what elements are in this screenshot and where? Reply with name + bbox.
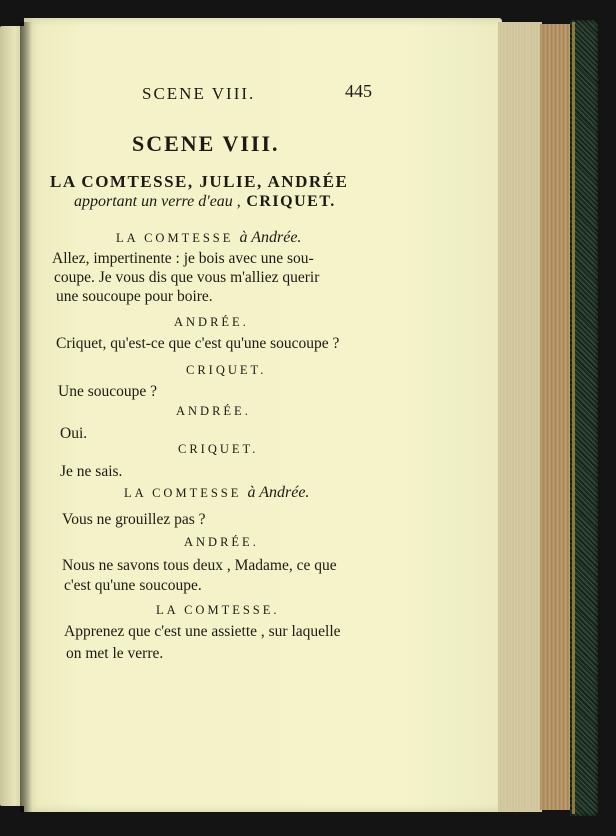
page-block [498,22,542,812]
speaker-label [124,484,309,502]
dialogue-line: une soucoupe pour boire. [56,288,213,305]
running-head: SCENE VIII. [142,84,256,103]
speaker-label: LA COMTESSE. [156,603,280,617]
page-edges [540,24,572,810]
dialogue-line: coupe. Je vous dis que vous m'alliez querir [54,269,320,286]
dialogue-line: Je ne sais. [60,463,123,480]
speaker-label: ANDRÉE. [176,404,251,418]
dialogue-line: Apprenez que c'est une assiette , sur laquelle [64,623,341,640]
dialogue-line: Criquet, qu'est-ce que c'est qu'une soucoupe ? [56,335,340,352]
dialogue-line: on met le verre. [66,645,164,662]
dialogue-line: Oui. [60,425,88,442]
page-number: 445 [345,81,372,101]
scene-title: SCENE VIII. [132,131,280,156]
speaker-name: LA COMTESSE [124,486,242,500]
speaker-label: CRIQUET. [186,363,267,377]
cast-list-line-1: LA COMTESSE, JULIE, ANDRÉE [50,172,349,191]
gutter-shadow [20,22,32,812]
speaker-label [116,229,301,247]
dialogue-line: Une soucoupe ? [58,383,157,400]
stage-direction: apportant un verre d'eau , [74,193,241,210]
cover-gilt-line [572,22,575,814]
cast-list-line-2 [74,193,336,211]
cast-name: CRIQUET. [240,193,336,210]
speaker-label: ANDRÉE. [174,315,249,329]
speaker-name: LA COMTESSE [116,231,234,245]
stage-direction: à Andrée. [247,484,310,501]
dialogue-line: c'est qu'une soucoupe. [64,577,202,594]
dialogue-line: Vous ne grouillez pas ? [62,511,206,528]
dialogue-line: Allez, impertinente : je bois avec une sou- [52,250,314,267]
dialogue-line: Nous ne savons tous deux , Madame, ce que [62,557,337,574]
speaker-label: ANDRÉE. [184,535,259,549]
speaker-label: CRIQUET. [178,442,259,456]
stage-direction: à Andrée. [239,229,302,246]
